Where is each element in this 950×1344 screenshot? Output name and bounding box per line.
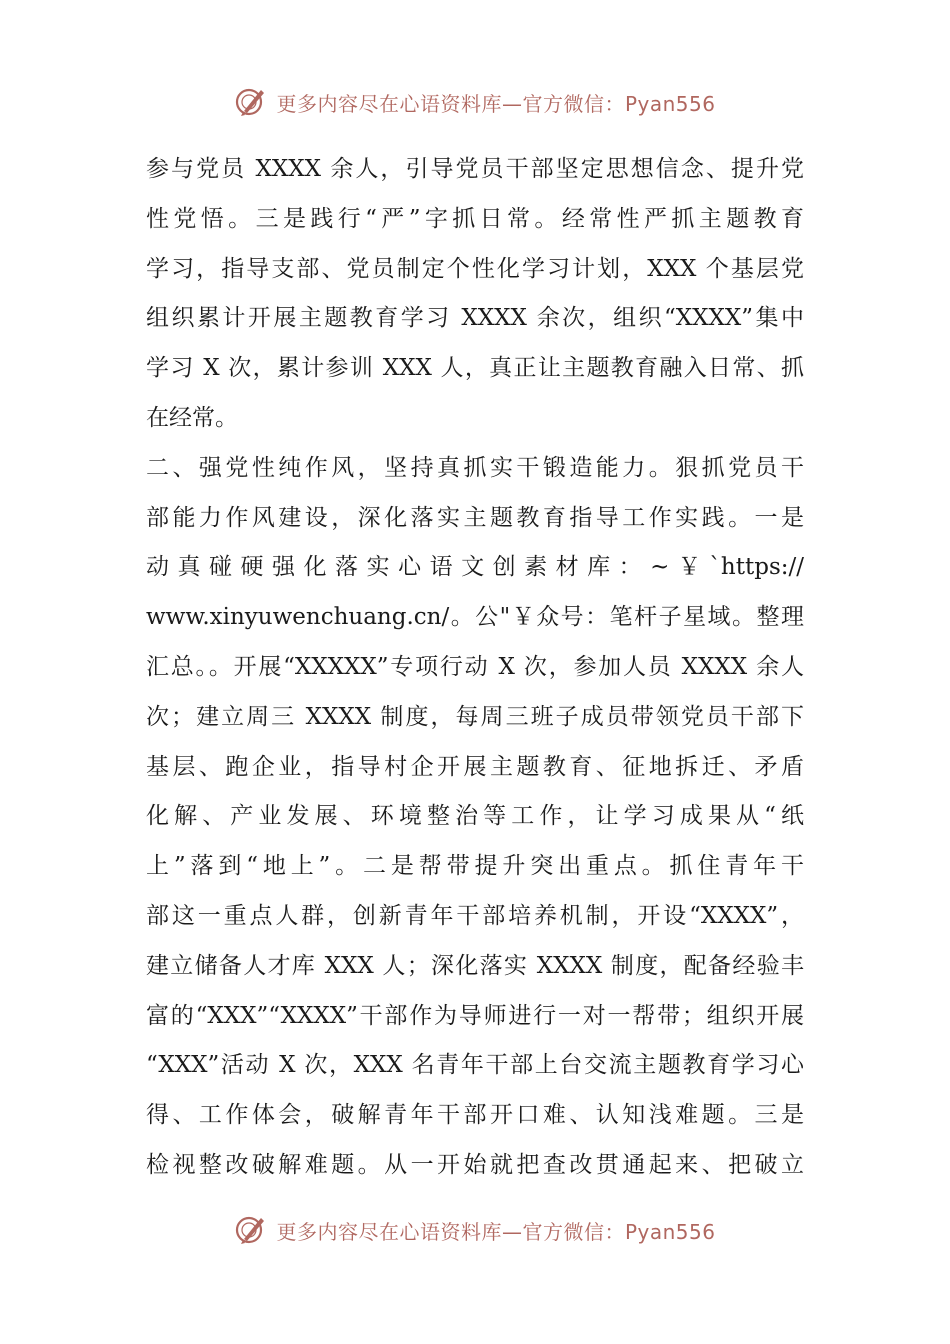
body-text-line: “XXX”活动 X 次，XXX 名青年干部上台交流主题教育学习心 (146, 1052, 804, 1079)
body-text-line: 在经常。 (146, 404, 238, 431)
header-watermark-text: 更多内容尽在心语资料库—官方微信：Pyan556 (276, 91, 716, 116)
body-text-line: 建立储备人才库 XXX 人；深化落实 XXXX 制度，配备经验丰 (146, 952, 804, 979)
body-text-line: 次；建立周三 XXXX 制度，每周三班子成员带领党员干部下 (146, 703, 804, 730)
body-text-line: 得、工作体会，破解青年干部开口难、认知浅难题。三是 (146, 1102, 804, 1129)
body-text-line: 部这一重点人群，创新青年干部培养机制，开设“XXXX”， (146, 902, 804, 929)
body-text-line: 动真碰硬强化落实心语文创素材库：~￥`https:// (146, 554, 804, 581)
body-text-line: 化解、产业发展、环境整治等工作，让学习成果从“纸 (146, 803, 804, 830)
body-text-line: 基层、跑企业，指导村企开展主题教育、征地拆迁、矛盾 (146, 753, 804, 780)
header-watermark-banner (0, 82, 950, 122)
footer-watermark-banner (0, 1210, 950, 1250)
pen-seal-logo-icon (234, 1213, 268, 1247)
pen-seal-logo-icon (234, 85, 268, 119)
footer-watermark-text: 更多内容尽在心语资料库—官方微信：Pyan556 (276, 1219, 716, 1244)
body-text-line: 学习，指导支部、党员制定个性化学习计划，XXX 个基层党 (146, 255, 804, 282)
body-text-line: 上”落到“地上”。二是帮带提升突出重点。抓住青年干 (146, 853, 804, 880)
body-text-line: 汇总。。开展“XXXXX”专项行动 X 次，参加人员 XXXX 余人 (146, 653, 804, 680)
body-text-line: 富的“XXX”“XXXX”干部作为导师进行一对一帮带；组织开展 (146, 1002, 804, 1029)
body-text-line: www.xinyuwenchuang.cn/。公"￥众号：笔杆子星域。整理 (146, 604, 804, 631)
body-text-line: 性党悟。三是践行“严”字抓日常。经常性严抓主题教育 (146, 205, 804, 232)
body-text-line: 二、强党性纯作风，坚持真抓实干锻造能力。狠抓党员干 (146, 454, 804, 481)
body-text-line: 部能力作风建设，深化落实主题教育指导工作实践。一是 (146, 504, 804, 531)
body-text-line: 学习 X 次，累计参训 XXX 人，真正让主题教育融入日常、抓 (146, 355, 804, 382)
document-body (146, 145, 804, 1191)
body-text-line: 组织累计开展主题教育学习 XXXX 余次，组织“XXXX”集中 (146, 305, 804, 332)
body-text-line: 检视整改破解难题。从一开始就把查改贯通起来、把破立 (146, 1151, 804, 1178)
body-text-line: 参与党员 XXXX 余人，引导党员干部坚定思想信念、提升党 (146, 156, 804, 182)
